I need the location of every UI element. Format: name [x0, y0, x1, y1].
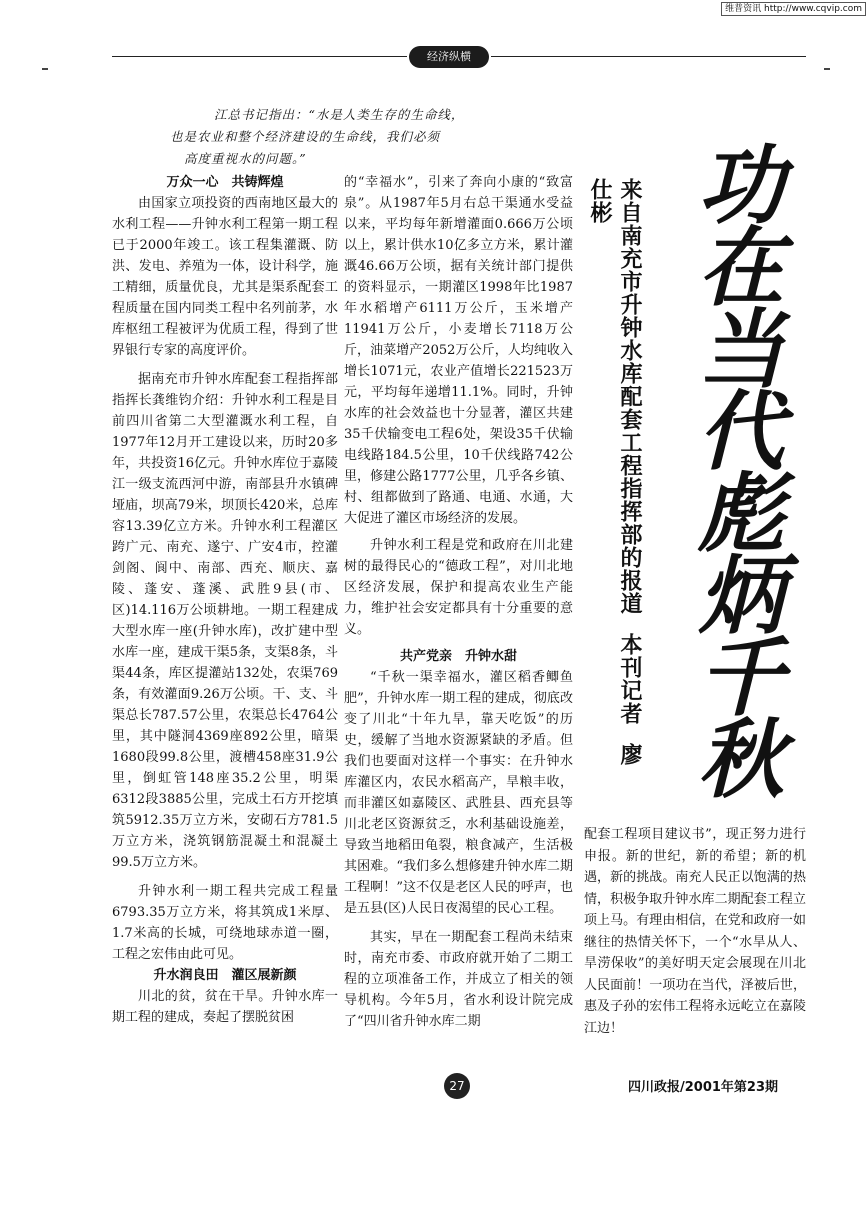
paragraph: 的“幸福水”，引来了奔向小康的“致富泉”。从1987年5月右总干渠通水受益以来，平均每年新增灌面0.666万公顷以上，累计供水10亿多立方米，累计灌溉46.66万公顷，据有关统计部门提供的资料显示，一期灌区1998年比1987年水稻增产6111万公斤，玉米增产11941万公斤，小麦增长7118万公斤，油菜增产2052万公斤，人均纯收入增长1071元，农业产值增长221523万元，平均每年递增11.1%。同时，升钟水库的社会效益也十分显著，灌区共建35千伏输变电工程6处，架设35千伏输电线路184.5公里，10千伏线路742公里，修建公路1777公里，几乎各乡镇、村、组都做到了路通、电通、水通，大大促进了灌区市场经济的发展。: [344, 175, 573, 526]
section-heading: 升水润良田 灌区展新颜: [153, 968, 297, 983]
header-rule-left: [112, 56, 407, 57]
paragraph: “千秋一渠幸福水，灌区稻香鲫鱼肥”，升钟水库一期工程的建成，彻底改变了川北“十年九旱，靠天吃饭”的历史，缓解了当地水资源紧缺的矛盾。但我们也要面对这样一个事实：在升钟水库灌区内，农民水稻高产，旱粮丰收，而非灌区如嘉陵区、武胜县、西充县等川北老区资源贫乏，水利基础设施差，导致当地稻田龟裂，粮食减产，生活极其困难。“我们多么想修建升钟水库二期工程啊！”这不仅是老区人民的呼声，也是五县(区)人民日夜渴望的民心工程。: [344, 670, 573, 916]
paragraph: 升钟水利工程是党和政府在川北建树的最得民心的“德政工程”，对川北地区经济发展，保护和提高农业生产能力，维护社会安定都具有十分重要的意义。: [344, 538, 573, 637]
leader-quote: [170, 104, 520, 170]
section-heading: 共产党亲 升钟水甜: [399, 649, 517, 664]
quote-line: 也是农业和整个经济建设的生命线，我们必须: [170, 129, 441, 144]
section-badge: 经济纵横: [409, 46, 489, 68]
decorative-tick: [824, 68, 830, 70]
decorative-tick: [42, 68, 48, 70]
quote-line: 高度重视水的问题。”: [184, 151, 307, 166]
byline-reporter-name: 廖仕彬: [587, 178, 642, 766]
paragraph: 川北的贫，贫在干旱。升钟水库一期工程的建成，奏起了摆脱贫困: [112, 989, 338, 1025]
paragraph: 由国家立项投资的西南地区最大的水利工程——升钟水利工程第一期工程已于2000年竣工。该工程集灌溉、防洪、发电、养殖为一体，设计科学，施工精细，质量优良，尤其是渠系配套工程质量在国内同类工程中名列前茅，水库枢纽工程被评为优质工程，得到了世界银行专家的高度评价。: [112, 196, 338, 358]
header-rule-right: [491, 56, 806, 57]
journal-issue: 四川政报/2001年第23期: [628, 1080, 779, 1095]
paragraph: 配套工程项目建议书”，现正努力进行申报。新的世纪，新的希望；新的机遇，新的挑战。南充人民正以饱满的热情，积极争取升钟水库二期配套工程立项上马。有理由相信，在党和政府一如继往的热情关怀下，一个“水旱从人、旱涝保收”的美好明天定会展现在川北人民面前！一项功在当代，泽被后世，惠及子孙的宏伟工程将永远屹立在嘉陵江边！: [584, 827, 806, 1036]
paragraph: 其实，早在一期配套工程尚未结束时，南充市委、市政府就开始了二期工程的立项准备工作，并成立了相关的领导机构。今年5月，省水利设计院完成了“四川省升钟水库二期: [344, 930, 573, 1029]
article-column-2: [344, 172, 573, 1032]
watermark-label: 维普资讯 http://www.cqvip.com: [721, 2, 866, 16]
article-byline: [587, 178, 644, 768]
article-title: 功在当代彪炳千秋: [683, 140, 784, 796]
article-column-3: [584, 824, 806, 1039]
quote-line: 江总书记指出：“水是人类生存的生命线，: [214, 107, 465, 122]
page-number: 27: [444, 1073, 470, 1099]
article-column-1: [112, 172, 338, 1028]
byline-reporter-role: 本刊记者: [617, 633, 642, 725]
section-heading: 万众一心 共铸辉煌: [166, 175, 284, 190]
paragraph: 据南充市升钟水库配套工程指挥部指挥长龚维钧介绍：升钟水利工程是目前四川省第二大型灌溉水利工程，自1977年12月开工建设以来，历时20多年，共投资16亿元。升钟水库位于嘉陵江一级支流西河中游，南部县升水镇碑垭庙，坝高79米，坝顶长420米，总库容13.39亿立方米。升钟水利工程灌区跨广元、南充、遂宁、广安4市，控灌剑阁、阆中、南部、西充、顺庆、嘉陵、蓬安、蓬溪、武胜9县(市、区)14.116万公顷耕地。一期工程建成大型水库一座(升钟水库)，改扩建中型水库一座，建成干渠5条，支渠8条，斗渠44条，库区提灌站132处，农渠769条，有效灌面9.26万公顷。干、支、斗渠总长787.57公里，农渠总长4764公里，其中隧洞4369座892公里，暗渠1680段99.8公里，渡槽458座31.9公里，倒虹管148座35.2公里，明渠6312段3885公里，完成土石方开挖填筑5912.35万立方米，安砌石方781.5万立方米，浇筑钢筋混凝土和混凝土99.5万立方米。: [112, 372, 338, 870]
paragraph: 升钟水利一期工程共完成工程量6793.35万立方米，将其筑成1米厚、1.7米高的长城，可绕地球赤道一圈，工程之宏伟由此可见。: [112, 884, 338, 962]
byline-source: 来自南充市升钟水库配套工程指挥部的报道: [617, 178, 642, 615]
